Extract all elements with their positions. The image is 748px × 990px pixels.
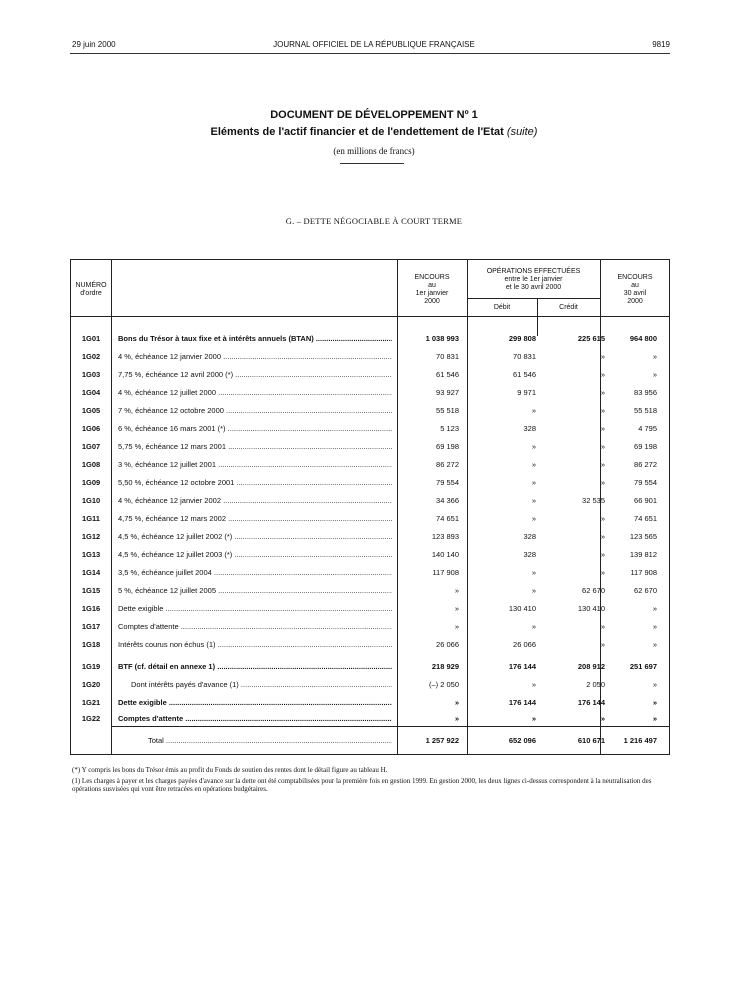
row-code: 1G08 [81, 460, 101, 469]
cell-credit: » [600, 714, 605, 723]
row-code: 1G01 [81, 334, 101, 343]
cell-encours-start: » [454, 604, 459, 613]
cell-encours-end: 74 651 [634, 514, 657, 523]
row-code: 1G22 [81, 714, 101, 723]
cell-credit: » [600, 388, 605, 397]
row-label: 4,5 %, échéance 12 juillet 2002 (*) ..... [118, 532, 392, 541]
cell-debit: » [531, 460, 536, 469]
cell-debit: » [531, 478, 536, 487]
cell-debit: » [531, 714, 536, 723]
row-label: 5,50 %, échéance 12 octobre 2001 ..... [118, 478, 392, 487]
table-row [71, 604, 671, 620]
cell-credit: 176 144 [577, 698, 605, 707]
cell-encours-start: » [454, 714, 459, 723]
row-label: 4 %, échéance 12 janvier 2000 ..... [118, 352, 392, 361]
table-row [71, 714, 671, 730]
cell-credit: » [600, 478, 605, 487]
cell-debit: 299 808 [508, 334, 536, 343]
cell-debit: 176 144 [508, 698, 536, 707]
cell-encours-end: 62 670 [634, 586, 657, 595]
row-code: 1G09 [81, 478, 101, 487]
cell-encours-end: » [652, 622, 657, 631]
cell-encours-start: 218 929 [431, 662, 459, 671]
cell-credit: » [600, 514, 605, 523]
table-row [71, 532, 671, 548]
row-label: 4 %, échéance 12 janvier 2002 ..... [118, 496, 392, 505]
table-row [71, 370, 671, 386]
cell-credit: » [600, 532, 605, 541]
cell-encours-start: 74 651 [436, 514, 459, 523]
total-credit: 610 671 [577, 736, 605, 745]
header-text: ENCOURS [414, 274, 450, 281]
cell-encours-end: » [652, 370, 657, 379]
cell-debit: » [531, 496, 536, 505]
row-label: 4 %, échéance 12 juillet 2000 ..... [118, 388, 392, 397]
row-label: Intérêts courus non échus (1) ..... [118, 640, 392, 649]
header-text: et le 30 avril 2000 [505, 284, 562, 291]
table-row [71, 680, 671, 696]
cell-credit: » [600, 406, 605, 415]
table-row [71, 352, 671, 368]
table-row [71, 514, 671, 530]
header-text: OPÉRATIONS EFFECTUÉES [486, 268, 581, 275]
cell-encours-end: » [652, 640, 657, 649]
cell-credit: 32 535 [582, 496, 605, 505]
section-title: G. – DETTE NÉGOCIABLE À COURT TERME [285, 216, 463, 226]
cell-encours-end: 55 518 [634, 406, 657, 415]
footnote-asterisk: (*) Y compris les bons du Trésor émis au profit du Fonds de soutien des rentes dont le détail figure au tableau H. [72, 766, 388, 774]
header-text: au [631, 282, 639, 289]
cell-debit: » [531, 622, 536, 631]
total-encours-end: 1 216 497 [623, 736, 657, 745]
row-label: Comptes d'attente ..... [118, 622, 392, 631]
row-code: 1G04 [81, 388, 101, 397]
table-row [71, 622, 671, 638]
cell-encours-start: 5 123 [440, 424, 459, 433]
row-label: 5 %, échéance 12 juillet 2005 ..... [118, 586, 392, 595]
row-label: 4,75 %, échéance 12 mars 2002 ..... [118, 514, 392, 523]
row-code: 1G19 [81, 662, 101, 671]
cell-encours-start: 86 272 [436, 460, 459, 469]
row-label: 5,75 %, échéance 12 mars 2001 ..... [118, 442, 392, 451]
row-code: 1G15 [81, 586, 101, 595]
cell-credit: » [600, 640, 605, 649]
cell-encours-start: 1 038 993 [425, 334, 459, 343]
cell-encours-end: » [652, 680, 657, 689]
debt-table [70, 259, 670, 755]
cell-encours-start: 70 831 [436, 352, 459, 361]
cell-encours-start: 55 518 [436, 406, 459, 415]
table-row [71, 424, 671, 440]
cell-debit: 176 144 [508, 662, 536, 671]
cell-debit: 70 831 [513, 352, 536, 361]
cell-debit: » [531, 514, 536, 523]
header-text: entre le 1er janvier [504, 276, 563, 283]
header-text: 2000 [627, 298, 643, 305]
cell-encours-end: 66 901 [634, 496, 657, 505]
cell-debit: 130 410 [508, 604, 536, 613]
cell-credit: 2 050 [586, 680, 605, 689]
header-rule [70, 53, 670, 54]
cell-encours-start: 34 366 [436, 496, 459, 505]
header-bottom-rule [71, 316, 669, 317]
row-code: 1G13 [81, 550, 101, 559]
row-code: 1G16 [81, 604, 101, 613]
row-code: 1G18 [81, 640, 101, 649]
cell-debit: 328 [523, 424, 536, 433]
header-text: 2000 [424, 298, 440, 305]
header-numero-line1: NUMÉRO [75, 282, 107, 289]
cell-encours-start: » [454, 622, 459, 631]
cell-encours-end: 79 554 [634, 478, 657, 487]
table-row [71, 662, 671, 678]
header-encours-end [600, 274, 670, 306]
cell-encours-end: 123 565 [629, 532, 657, 541]
table-row [71, 698, 671, 714]
cell-encours-start: 79 554 [436, 478, 459, 487]
row-code: 1G02 [81, 352, 101, 361]
table-row [71, 586, 671, 602]
total-encours-start: 1 257 922 [425, 736, 459, 745]
table-row [71, 460, 671, 476]
header-page-number: 9819 [652, 40, 670, 49]
row-code: 1G07 [81, 442, 101, 451]
subtitle-suite: (suite) [506, 126, 538, 138]
cell-credit: » [600, 370, 605, 379]
cell-encours-end: 964 800 [629, 334, 657, 343]
cell-credit: 130 410 [577, 604, 605, 613]
cell-encours-start: (–) 2 050 [428, 680, 459, 689]
cell-credit: » [600, 352, 605, 361]
header-numero-line2: d'ordre [80, 290, 102, 297]
cell-credit: » [600, 460, 605, 469]
document-title: DOCUMENT DE DÉVELOPPEMENT Nº 1 [270, 109, 478, 121]
cell-credit: 208 912 [577, 662, 605, 671]
cell-encours-end: 117 908 [630, 568, 657, 577]
cell-encours-start: 61 546 [436, 370, 459, 379]
row-label: 3,5 %, échéance juillet 2004 ..... [118, 568, 392, 577]
cell-encours-start: 69 198 [436, 442, 459, 451]
row-code: 1G12 [81, 532, 101, 541]
header-journal-title: JOURNAL OFFICIEL DE LA RÉPUBLIQUE FRANÇAISE [273, 40, 475, 49]
cell-credit: » [600, 424, 605, 433]
title-separator [340, 163, 404, 164]
document-subtitle [0, 126, 748, 138]
row-label: Comptes d'attente ..... [118, 714, 392, 723]
header-text: ENCOURS [617, 274, 653, 281]
header-text: 1er janvier [415, 290, 449, 297]
cell-encours-start: 140 140 [431, 550, 459, 559]
header-encours-start [397, 274, 467, 306]
header-text: au [428, 282, 436, 289]
cell-encours-end: » [652, 604, 657, 613]
table-row [71, 442, 671, 458]
row-label: Bons du Trésor à taux fixe et à intérêts annuels (BTAN) ..... [118, 334, 392, 343]
row-label: Dont intérêts payés d'avance (1) ..... [131, 680, 392, 689]
cell-encours-end: » [652, 352, 657, 361]
cell-encours-end: 251 697 [629, 662, 657, 671]
row-label: 3 %, échéance 12 juillet 2001 ..... [118, 460, 392, 469]
row-label: 7,75 %, échéance 12 avril 2000 (*) ..... [118, 370, 392, 379]
row-label: 4,5 %, échéance 12 juillet 2003 (*) ..... [118, 550, 392, 559]
row-code: 1G05 [81, 406, 101, 415]
total-debit: 652 096 [508, 736, 536, 745]
unit-note: (en millions de francs) [333, 146, 415, 156]
row-label: Dette exigible ..... [118, 604, 392, 613]
header-credit: Crédit [559, 304, 578, 311]
cell-debit: 328 [523, 550, 536, 559]
subheader-rule [467, 298, 600, 299]
row-code: 1G20 [81, 680, 101, 689]
row-label: BTF (cf. détail en annexe 1) ..... [118, 662, 392, 671]
cell-encours-end: 69 198 [634, 442, 657, 451]
cell-encours-start: 123 893 [431, 532, 459, 541]
cell-debit: 61 546 [513, 370, 536, 379]
row-code: 1G21 [81, 698, 101, 707]
cell-credit: 62 670 [582, 586, 605, 595]
table-row [71, 550, 671, 566]
table-row [71, 334, 671, 350]
cell-encours-start: » [454, 586, 459, 595]
row-label: 6 %, échéance 16 mars 2001 (*) ..... [118, 424, 392, 433]
cell-encours-end: 83 956 [634, 388, 657, 397]
cell-encours-end: » [652, 698, 657, 707]
cell-encours-end: » [652, 714, 657, 723]
total-label: Total ..... [148, 736, 392, 745]
subtitle-main: Eléments de l'actif financier et de l'endettement de l'Etat [210, 126, 504, 138]
cell-credit: » [600, 442, 605, 451]
cell-credit: » [600, 622, 605, 631]
cell-debit: 328 [523, 532, 536, 541]
row-code: 1G03 [81, 370, 101, 379]
cell-debit: » [531, 406, 536, 415]
table-row [71, 640, 671, 656]
cell-debit: 26 066 [513, 640, 536, 649]
cell-debit: » [531, 586, 536, 595]
cell-debit: » [531, 442, 536, 451]
cell-debit: » [531, 568, 536, 577]
footnote-1: (1) Les charges à payer et les charges payées d'avance sur la dette ont été comptabilisées pour la première fois en gestion 1999. En gestion 2000, les deux lignes ci-dessus correspondent à la neutralisation des opérations susvisées qui vont être retracées en opérations budgétaires. [72, 777, 652, 793]
cell-encours-end: 4 795 [638, 424, 657, 433]
row-code: 1G17 [81, 622, 101, 631]
table-row [71, 406, 671, 422]
table-row [71, 388, 671, 404]
cell-encours-start: » [454, 698, 459, 707]
row-code: 1G10 [81, 496, 101, 505]
total-row [71, 736, 671, 752]
header-debit: Débit [493, 304, 511, 311]
cell-debit: 9 971 [517, 388, 536, 397]
cell-debit: » [531, 680, 536, 689]
cell-credit: » [600, 550, 605, 559]
cell-encours-end: 139 812 [629, 550, 657, 559]
header-numero [71, 282, 111, 298]
cell-encours-start: 117 908 [432, 568, 459, 577]
cell-encours-end: 86 272 [634, 460, 657, 469]
row-code: 1G11 [82, 514, 100, 523]
cell-encours-start: 26 066 [436, 640, 459, 649]
row-code: 1G06 [81, 424, 101, 433]
row-code: 1G14 [81, 568, 101, 577]
cell-credit: 225 615 [577, 334, 605, 343]
header-operations [467, 268, 600, 292]
header-date: 29 juin 2000 [72, 40, 116, 49]
header-text: 30 avril [623, 290, 647, 297]
table-row [71, 496, 671, 512]
row-label: Dette exigible ..... [118, 698, 392, 707]
cell-encours-start: 93 927 [436, 388, 459, 397]
cell-credit: » [600, 568, 605, 577]
table-row [71, 568, 671, 584]
row-label: 7 %, échéance 12 octobre 2000 ..... [118, 406, 392, 415]
table-row [71, 478, 671, 494]
